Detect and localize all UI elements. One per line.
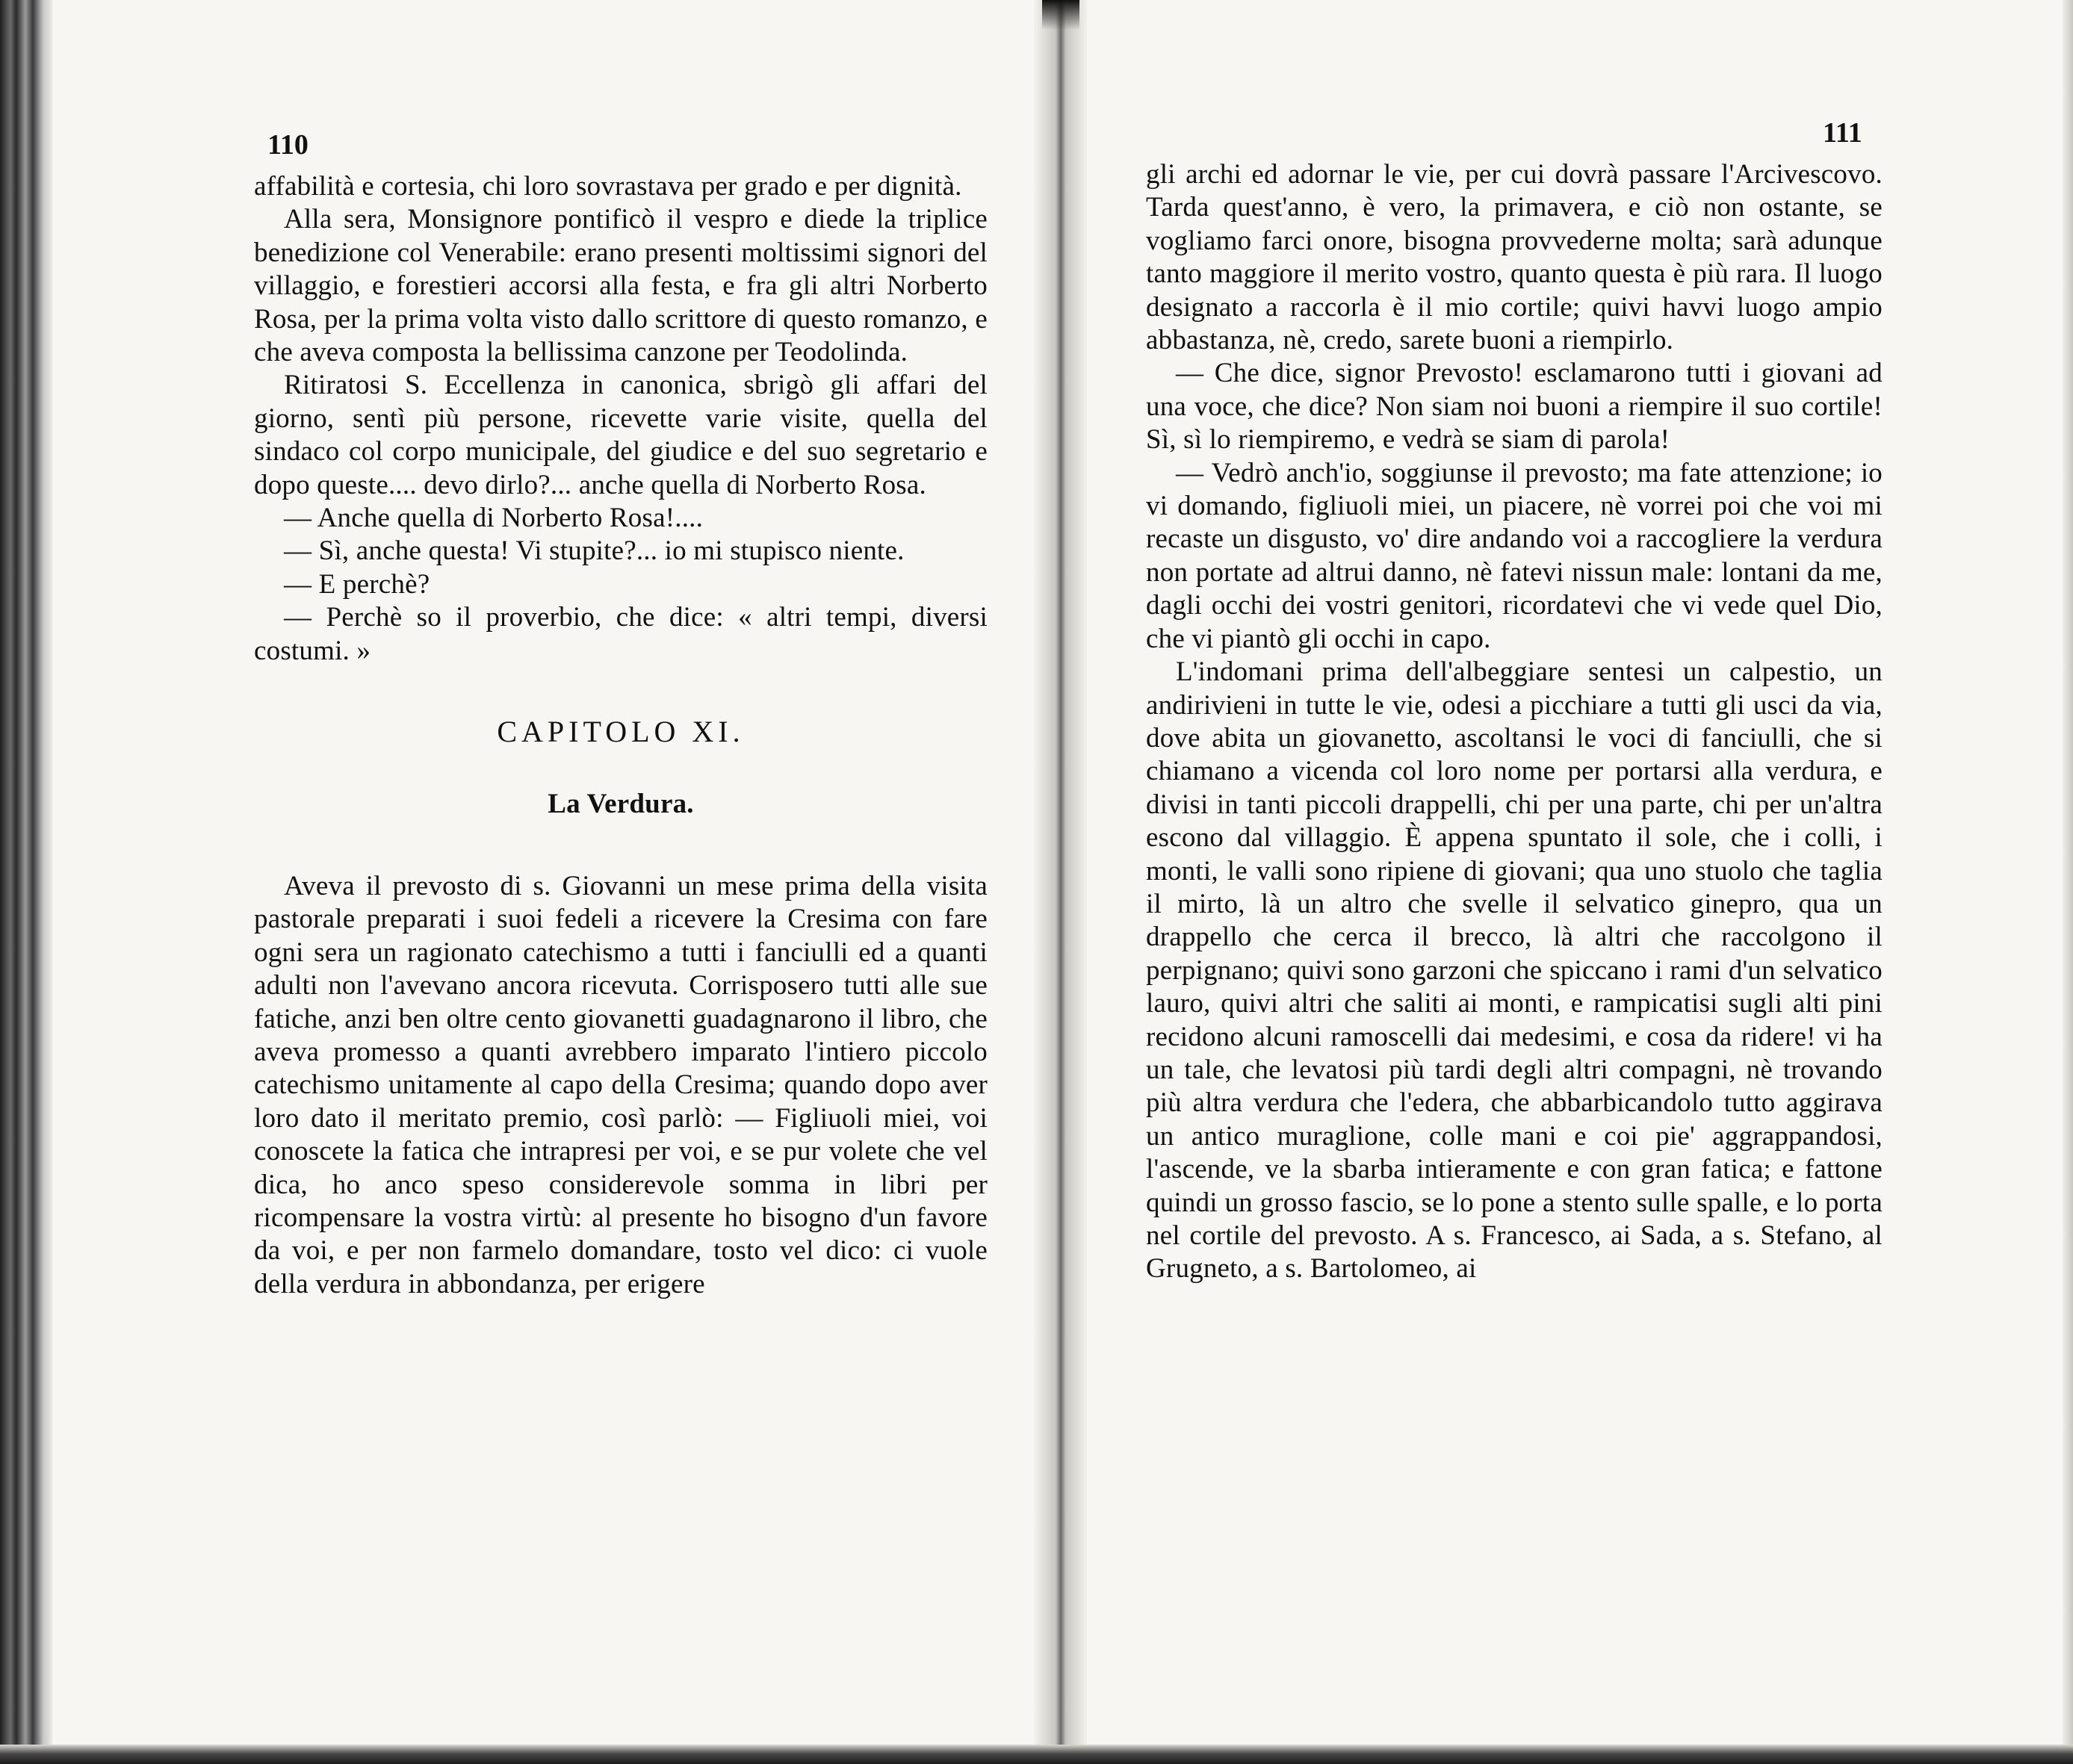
book-gutter-shadow (1042, 0, 1079, 30)
chapter-subtitle: La Verdura. (548, 788, 694, 819)
book-edge-bottom (0, 1745, 2073, 1764)
right-paragraph-1: gli archi ed adornar le vie, per cui dovrà passare l'Arcivescovo. Tarda quest'anno, è vero, la primavera, e ciò non ostante, se vogliamo farci onore, bisogna provvederne molta; sarà adunque tanto maggiore il merito vostro, quanto questa è più rara. Il luogo designato a raccorla è il mio cortile; quivi havvi luogo ampio abbastanza, nè, credo, sarete buoni a riempirlo. (1146, 159, 1883, 356)
chapter-title: CAPITOLO XI. (497, 715, 745, 749)
left-page-number: 110 (267, 129, 309, 161)
left-paragraph-2: Alla sera, Monsignore pontificò il vespro e diede la triplice benedizione col Venerabile: erano presenti moltissimi signori del villaggio, e forestieri accorsi alla festa, e fra gli altri Norberto Rosa, per la prima volta visto dallo scrittore di questo romanzo, e che aveva composta la bellissima canzone per Teodolinda. (254, 204, 988, 368)
right-page-number: 111 (1823, 117, 1862, 149)
left-dialogue-1: — Anche quella di Norberto Rosa!.... (284, 503, 704, 534)
right-paragraph-2: — Che dice, signor Prevosto! esclamarono tutti i giovani ad una voce, che dice? Non siam noi buoni a riempire il suo cortile! Sì, sì lo riempiremo, e vedrà se siam di parola! (1146, 358, 1883, 456)
left-page-text (254, 170, 988, 1301)
left-paragraph-1: affabilità e cortesia, chi loro sovrastava per grado e per dignità. (254, 171, 962, 202)
left-paragraph-3: Ritiratosi S. Eccellenza in canonica, sbrigò gli affari del giorno, sentì più persone, ricevette varie visite, quella del sindaco col corpo municipale, del giudice e del suo segretario e dopo queste.... devo dirlo?... anche quella di Norberto Rosa. (254, 370, 988, 500)
left-dialogue-4: — Perchè so il proverbio, che dice: « altri tempi, diversi costumi. » (254, 602, 988, 666)
book-edge-left (0, 0, 52, 1764)
left-dialogue-2: — Sì, anche questa! Vi stupite?... io mi stupisco niente. (284, 535, 905, 567)
book-edge-right (2063, 0, 2073, 1764)
right-paragraph-4: L'indomani prima dell'albeggiare sentesi un calpestio, un andirivieni in tutte le vie, odesi a picchiare a tutti gli usci da via, dove abita un giovanetto, ascoltansi le voci di fanciulli, che si chiamano a vicenda col loro nome per portarsi alla verdura, e divisi in tanti piccoli drappelli, chi per una parte, chi per un'altra escono dal villaggio. È appena spuntato il sole, che i colli, i monti, le valli sono ripiene di giovani; qua uno stuolo che taglia il mirto, là un altro che svelle il selvatico ginepro, qua un drappello che cerca il brecco, là altri che raccolgono il perpignano; quivi sono garzoni che spiccano i rami d'un selvatico lauro, quivi altri che saliti ai monti, e rampicatisi sugli alti pini recidono alcuni ramoscelli dai medesimi, e cosa da ridere! vi ha un tale, che levatosi più tardi degli altri compagni, nè trovando più altra verdura che l'edera, che abbarbicandolo tutto aggirava un antico muraglione, colle mani e coi pie' aggrappandosi, l'ascende, ve la sbarba intieramente e con gran fatica; e fattone quindi un grosso fascio, se lo pone a stento sulle spalle, e lo porta nel cortile del prevosto. A s. Francesco, ai Sada, a s. Stefano, al Grugneto, a s. Bartolomeo, ai (1146, 656, 1883, 1285)
right-paragraph-3: — Vedrò anch'io, soggiunse il prevosto; ma fate attenzione; io vi domando, figliuoli miei, un piacere, nè vorrei poi che voi mi recaste un disgusto, vo' dire andando voi a raccogliere la verdura non portate ad altrui danno, nè fatevi nissun male: lontani da me, dagli occhi dei vostri genitori, ricordatevi che vi vede quel Dio, che vi piantò gli occhi in capo. (1146, 457, 1883, 654)
right-page-text (1146, 158, 1883, 1286)
left-dialogue-3: — E perchè? (284, 568, 430, 600)
book-gutter (1035, 0, 1087, 1764)
chapter-opening-paragraph: Aveva il prevosto di s. Giovanni un mese prima della visita pastorale preparati i suoi fedeli a ricevere la Cresima con fare ogni sera un ragionato catechismo a tutti i fanciulli ed a quanti adulti non l'avevano ancora ricevuta. Corrisposero tutti alle sue fatiche, anzi ben oltre cento giovanetti guadagnarono il libro, che aveva promesso a quanti avrebbero imparato l'intiero piccolo catechismo unitamente al capo della Cresima; quando dopo aver loro dato il meritato premio, così parlò: — Figliuoli miei, voi conoscete la fatica che intrapresi per voi, e se pur volete che vel dica, ho anco speso considerevole somma in libri per ricompensare la vostra virtù: al presente ho bisogno d'un favore da voi, e per non farmelo domandare, tosto vel dico: ci vuole della verdura in abbondanza, per erigere (254, 870, 988, 1299)
